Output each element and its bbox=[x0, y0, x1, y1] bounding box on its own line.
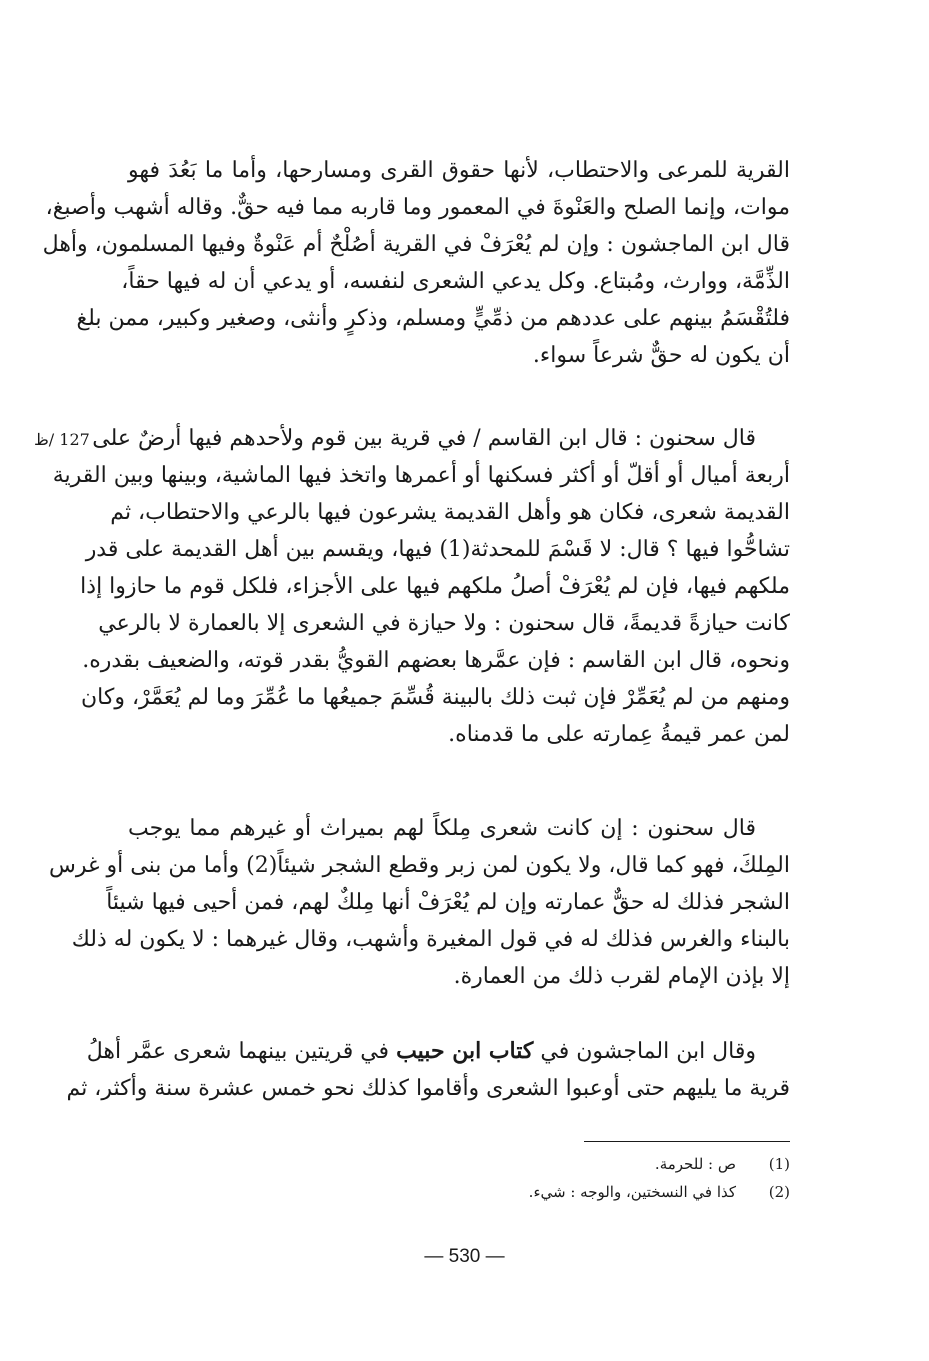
folio-margin-note: 127 /ظ bbox=[34, 430, 90, 449]
book-title: كتاب ابن حبيب bbox=[396, 1038, 534, 1064]
footnote-text: ص : للحرمة. bbox=[654, 1155, 736, 1173]
text-line: إلا بإذن الإمام لقرب ذلك من العمارة. bbox=[453, 964, 790, 989]
text-line: قال ابن الماجشون : وإن لم يُعْرَفْ في القرية أصُلْحٌ أم عَنْوةٌ وفيها المسلمون، وأهل bbox=[42, 232, 790, 257]
text-line: الشجر فذلك له حقٌّ عمارته وإن لم يُعْرَفْ أنها مِلكٌ لهم، فمن أحيى فيها شيئاً bbox=[106, 890, 790, 915]
text-line: ونحوه، قال ابن القاسم : فإن عمَّرها بعضهم القويُّ بقدر قوته، والضعيف بقدره. bbox=[82, 648, 790, 673]
footnote-item bbox=[400, 1178, 790, 1206]
text-line: فلتُقْسَمُ بينهم على عددهم من ذمِّيٍّ ومسلم، وذكرٍ وأنثى، وصغير وكبير، ممن بلغ bbox=[76, 306, 790, 331]
text-line: أربعة أميال أو أقلّ أو أكثر فسكنها أو أعمرها واتخذ فيها الماشية، وبينها وبين القرية bbox=[52, 463, 790, 488]
page-number: — 530 — bbox=[424, 1246, 505, 1267]
text-line: قال سحنون : قال ابن القاسم / في قرية بين قوم ولأحدهم فيها أرضٌ على bbox=[92, 426, 756, 451]
text-segment: في قريتين بينهما شعرى عمَّر أهلُ bbox=[86, 1039, 397, 1064]
text-line: ملكهم فيها، فإن لم يُعْرَفْ أصلُ ملكهم فيها على الأجزاء، فلكل قوم ما حازوا إذا bbox=[80, 574, 790, 599]
text-line: المِلكَ، فهو كما قال، ولا يكون لمن زبر وقطع الشجر شيئاً(2) وأما من بنى أو غرس bbox=[49, 853, 790, 878]
text-line: بالبناء والغرس فذلك له في قول المغيرة وأشهب، وقال غيرهما : لا يكون له ذلك bbox=[71, 927, 790, 952]
text-line: القرية للمرعى والاحتطاب، لأنها حقوق القرى ومسارحها، وأما ما بَعُدَ فهو bbox=[128, 158, 790, 183]
footnote-number: (1) bbox=[768, 1155, 790, 1173]
text-line: موات، وإنما الصلح والعَنْوةَ في المعمور وما قاربه مما فيه حقٌّ. وقاله أشهب وأصبغ، bbox=[45, 195, 790, 220]
paragraph-4 bbox=[66, 1033, 790, 1107]
text-line: لمن عمر قيمةُ عِمارته على ما قدمناه. bbox=[448, 722, 790, 747]
text-line: أن يكون له حقٌّ شرعاً سواء. bbox=[532, 343, 790, 368]
footnote-divider bbox=[584, 1141, 790, 1142]
text-line: الذِّمَّة، ووارث، ومُبتاع. وكل يدعي الشعرى لنفسه، أو يدعي أن له فيها حقاً، bbox=[121, 269, 790, 294]
text-line: كانت حيازةً قديمةً، قال سحنون : ولا حيازة في الشعرى إلا بالعمارة لا بالرعي bbox=[98, 611, 790, 636]
footnote-number: (2) bbox=[768, 1183, 790, 1201]
text-line: تشاحُّوا فيها ؟ قال: لا قَسْمَ للمحدثة(1) فيها، ويقسم بين أهل القديمة على قدر bbox=[85, 537, 790, 562]
paragraph-1 bbox=[42, 152, 790, 374]
text-segment: وقال ابن الماجشون في bbox=[533, 1039, 756, 1064]
text-line bbox=[86, 1033, 790, 1070]
text-line: ومنهم من لم يُعَمِّرْ فإن ثبت ذلك بالبينة قُسِّمَ جميعُها ما عُمِّرَ وما لم يُعَمَّرْ، وكان bbox=[81, 685, 790, 710]
text-line: قرية ما يليهم حتى أوعبوا الشعرى وأقاموا كذلك نحو خمس عشرة سنة وأكثر، ثم bbox=[66, 1076, 790, 1101]
paragraph-3 bbox=[49, 810, 790, 995]
footnote-text: كذا في النسختين، والوجه : شيء. bbox=[528, 1183, 736, 1201]
footnotes bbox=[400, 1150, 790, 1206]
footnote-item bbox=[400, 1150, 790, 1178]
text-line: قال سحنون : إن كانت شعرى مِلكاً لهم بميراث أو غيرهم مما يوجب bbox=[128, 816, 756, 841]
text-line: القديمة شعرى، فكان هو وأهل القديمة يشرعون فيها بالرعي والاحتطاب، ثم bbox=[110, 500, 790, 525]
